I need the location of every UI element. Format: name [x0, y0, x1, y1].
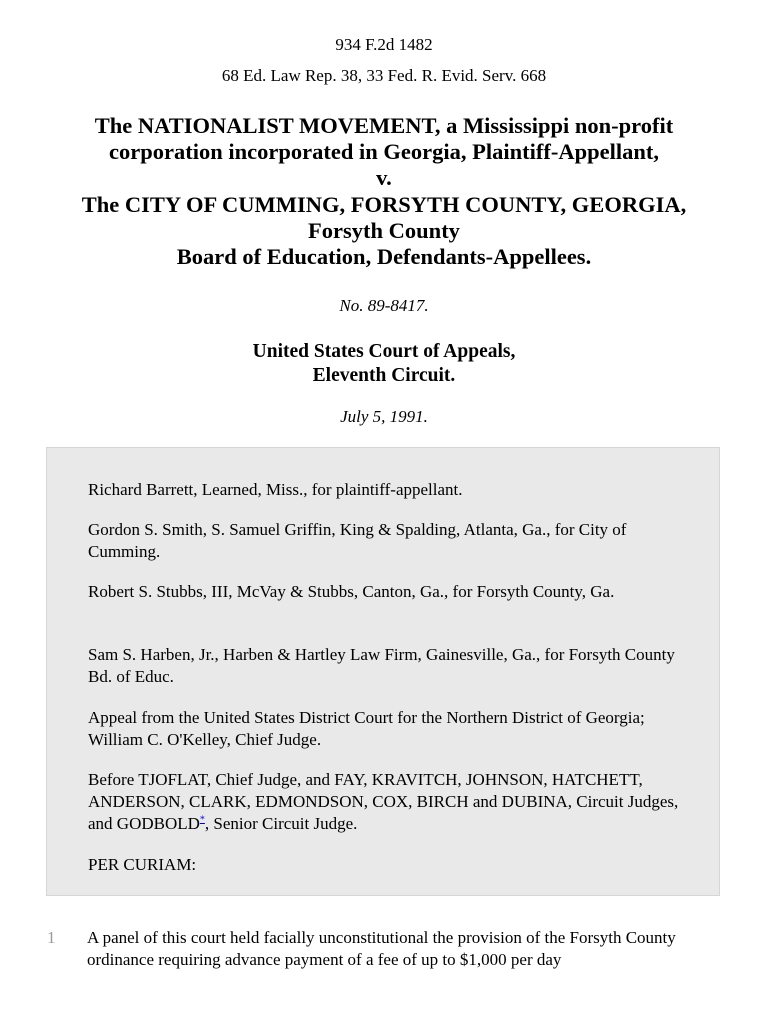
- counsel-panel: [46, 447, 720, 896]
- case-caption: [20, 113, 748, 270]
- court-circuit-line: Eleventh Circuit.: [312, 365, 456, 386]
- docket-number: No. 89-8417.: [339, 296, 429, 315]
- counsel-entry: Richard Barrett, Learned, Miss., for plaintiff-appellant.: [88, 480, 463, 499]
- panel-judges-text: Before TJOFLAT, Chief Judge, and FAY, KRAVITCH, JOHNSON, HATCHETT, ANDERSON, CLARK, EDMONDSON, COX, BIRCH and DUBINA, Circuit Judges, and GODBOLD: [88, 770, 679, 833]
- caption-line: The CITY OF CUMMING, FORSYTH COUNTY, GEORGIA,: [81, 191, 687, 217]
- paragraph-number: 1: [47, 928, 56, 947]
- parallel-citations: 68 Ed. Law Rep. 38, 33 Fed. R. Evid. Serv. 668: [221, 66, 547, 85]
- opinion-paragraph: A panel of this court held facially unconstitutional the provision of the Forsyth County ordinance requiring advance payment of a fee of up to $1,000 per day: [87, 928, 676, 969]
- counsel-entry: Gordon S. Smith, S. Samuel Griffin, King & Spalding, Atlanta, Ga., for City of Cumming.: [88, 520, 627, 561]
- caption-line: corporation incorporated in Georgia, Plaintiff-Appellant,: [109, 139, 659, 165]
- caption-line: Forsyth County: [308, 217, 460, 243]
- caption-line: The NATIONALIST MOVEMENT, a Mississippi non-profit: [94, 113, 674, 138]
- caption-line: v.: [376, 165, 392, 191]
- footnote-link[interactable]: *: [199, 814, 205, 826]
- court-name-line: United States Court of Appeals,: [252, 341, 516, 362]
- reporter-citation: 934 F.2d 1482: [335, 35, 433, 54]
- appeal-from: Appeal from the United States District Court for the Northern District of Georgia; William C. O'Kelley, Chief Judge.: [88, 708, 645, 749]
- panel-judges-suffix: , Senior Circuit Judge.: [204, 814, 358, 833]
- counsel-entry: Robert S. Stubbs, III, McVay & Stubbs, Canton, Ga., for Forsyth County, Ga.: [88, 582, 615, 601]
- panel-judges: [88, 769, 688, 835]
- per-curiam-label: PER CURIAM:: [88, 855, 197, 874]
- counsel-entry: Sam S. Harben, Jr., Harben & Hartley Law Firm, Gainesville, Ga., for Forsyth County Bd. of Educ.: [88, 645, 675, 686]
- decision-date: July 5, 1991.: [340, 407, 428, 426]
- court-name: [0, 340, 768, 388]
- caption-line: Board of Education, Defendants-Appellees.: [176, 244, 592, 270]
